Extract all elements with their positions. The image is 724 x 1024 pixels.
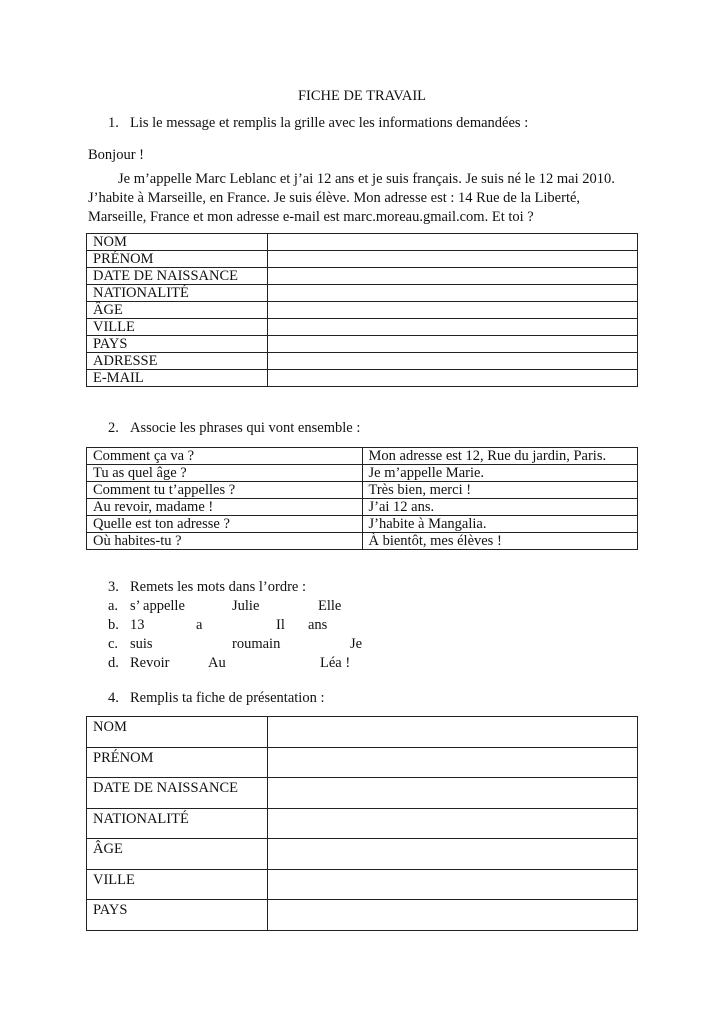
table-row <box>87 268 638 285</box>
answer-cell[interactable] <box>268 900 638 931</box>
answer-cell[interactable] <box>268 251 638 268</box>
field-label: PRÉNOM <box>87 747 268 778</box>
answer-cell[interactable] <box>268 353 638 370</box>
table-row <box>87 465 638 482</box>
question-1 <box>108 115 528 132</box>
answer-cell[interactable] <box>268 839 638 870</box>
word: 13 <box>130 617 145 633</box>
answer-cell[interactable] <box>268 869 638 900</box>
field-label: ÂGE <box>87 302 268 319</box>
table-row <box>87 839 638 870</box>
table-row <box>87 336 638 353</box>
field-label: DATE DE NAISSANCE <box>87 778 268 809</box>
field-label: PAYS <box>87 336 268 353</box>
field-label: NATIONALITÉ <box>87 285 268 302</box>
answer-cell[interactable] <box>268 234 638 251</box>
matching-table <box>86 447 638 550</box>
word: ans <box>308 617 328 633</box>
table-row <box>87 302 638 319</box>
message-line: Je m’appelle Marc Leblanc et j’ai 12 ans et je suis français. Je suis né le 12 mai 2010. <box>118 171 615 187</box>
answer-cell[interactable] <box>268 747 638 778</box>
info-grid-table <box>86 233 638 387</box>
table-row <box>87 319 638 336</box>
word: s’ appelle <box>130 598 185 614</box>
question-text: Lis le message et remplis la grille avec les informations demandées : <box>130 115 529 131</box>
question-number: 3. <box>108 579 119 595</box>
table-row <box>87 808 638 839</box>
word: Il <box>276 617 285 633</box>
phrase-left: Comment tu t’appelles ? <box>87 482 363 499</box>
table-row <box>87 234 638 251</box>
answer-cell[interactable] <box>268 302 638 319</box>
question-2 <box>108 420 360 437</box>
answer-cell[interactable] <box>268 268 638 285</box>
word: roumain <box>232 636 281 652</box>
phrase-left: Quelle est ton adresse ? <box>87 516 363 533</box>
field-label: VILLE <box>87 869 268 900</box>
phrase-left: Où habites-tu ? <box>87 533 363 550</box>
question-number: 1. <box>108 115 119 131</box>
field-label: NOM <box>87 234 268 251</box>
phrase-left: Comment ça va ? <box>87 448 363 465</box>
phrase-left: Au revoir, madame ! <box>87 499 363 516</box>
item-letter: b. <box>108 617 119 633</box>
message-line: J’habite à Marseille, en France. Je suis élève. Mon adresse est : 14 Rue de la Liberté, <box>88 190 581 206</box>
phrase-right: J’ai 12 ans. <box>362 499 638 516</box>
greeting: Bonjour ! <box>88 147 144 163</box>
answer-cell[interactable] <box>268 808 638 839</box>
word: Elle <box>318 598 342 614</box>
item-letter: a. <box>108 598 119 614</box>
field-label: ÂGE <box>87 839 268 870</box>
item-letter: c. <box>108 636 119 652</box>
answer-cell[interactable] <box>268 370 638 387</box>
table-row <box>87 900 638 931</box>
phrase-right: Très bien, merci ! <box>362 482 638 499</box>
presentation-form-table <box>86 716 638 931</box>
table-row <box>87 285 638 302</box>
question-4 <box>108 690 324 707</box>
question-number: 4. <box>108 690 119 706</box>
phrase-left: Tu as quel âge ? <box>87 465 363 482</box>
table-row <box>87 482 638 499</box>
phrase-right: Je m’appelle Marie. <box>362 465 638 482</box>
item-letter: d. <box>108 655 119 671</box>
field-label: PRÉNOM <box>87 251 268 268</box>
word: suis <box>130 636 153 652</box>
field-label: PAYS <box>87 900 268 931</box>
question-number: 2. <box>108 420 119 436</box>
question-text: Remplis ta fiche de présentation : <box>130 690 325 706</box>
exercise-item-d <box>108 655 408 673</box>
answer-cell[interactable] <box>268 319 638 336</box>
answer-cell[interactable] <box>268 285 638 302</box>
table-row <box>87 370 638 387</box>
phrase-right: À bientôt, mes élèves ! <box>362 533 638 550</box>
phrase-right: Mon adresse est 12, Rue du jardin, Paris. <box>362 448 638 465</box>
word: Julie <box>232 598 260 614</box>
answer-cell[interactable] <box>268 778 638 809</box>
question-text: Associe les phrases qui vont ensemble : <box>130 420 361 436</box>
phrase-right: J’habite à Mangalia. <box>362 516 638 533</box>
word: Au <box>208 655 226 671</box>
exercise-item-a <box>108 598 408 616</box>
table-row <box>87 251 638 268</box>
table-row <box>87 516 638 533</box>
table-row <box>87 747 638 778</box>
table-row <box>87 778 638 809</box>
word: Je <box>350 636 363 652</box>
field-label: NOM <box>87 717 268 748</box>
field-label: ADRESSE <box>87 353 268 370</box>
answer-cell[interactable] <box>268 717 638 748</box>
question-3 <box>108 579 306 596</box>
answer-cell[interactable] <box>268 336 638 353</box>
table-row <box>87 448 638 465</box>
table-row <box>87 533 638 550</box>
question-text: Remets les mots dans l’ordre : <box>130 579 306 595</box>
word: Léa ! <box>320 655 351 671</box>
exercise-item-b <box>108 617 408 635</box>
page-title: FICHE DE TRAVAIL <box>297 88 427 104</box>
table-row <box>87 717 638 748</box>
word: a <box>196 617 203 633</box>
field-label: E-MAIL <box>87 370 268 387</box>
word: Revoir <box>130 655 170 671</box>
exercise-item-c <box>108 636 408 654</box>
field-label: VILLE <box>87 319 268 336</box>
message-line: Marseille, France et mon adresse e-mail est marc.moreau.gmail.com. Et toi ? <box>88 209 534 225</box>
field-label: DATE DE NAISSANCE <box>87 268 268 285</box>
table-row <box>87 869 638 900</box>
table-row <box>87 499 638 516</box>
field-label: NATIONALITÉ <box>87 808 268 839</box>
table-row <box>87 353 638 370</box>
message-paragraph <box>88 170 648 227</box>
